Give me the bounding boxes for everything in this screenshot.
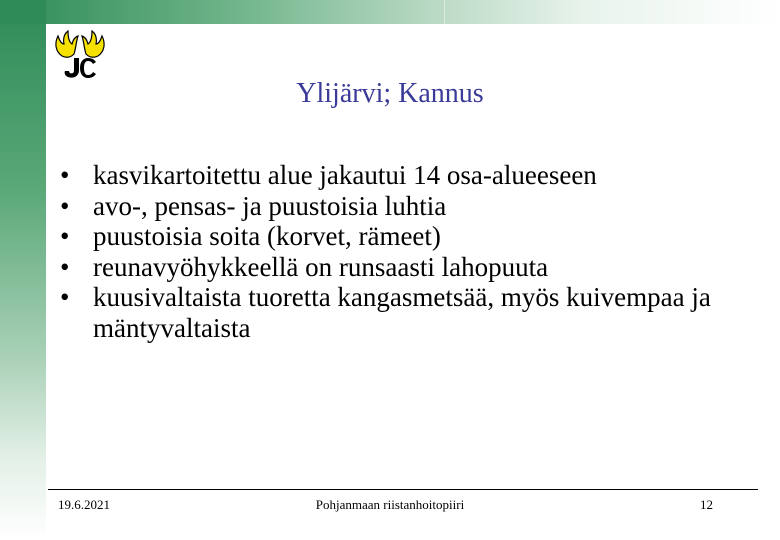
footer-organization-text: Pohjanmaan riistanhoitopiiri bbox=[315, 497, 465, 512]
slide-title bbox=[0, 78, 780, 110]
bullet-text: kuusivaltaista tuoretta kangasmetsää, myös kuivempaa ja mäntyvaltaista bbox=[93, 282, 711, 343]
top-divider-line bbox=[444, 0, 445, 24]
slide-title-text: Ylijärvi; Kannus bbox=[296, 78, 484, 109]
bullet-item bbox=[60, 252, 720, 283]
bullet-glyph: • bbox=[60, 282, 70, 312]
bullet-glyph: • bbox=[60, 160, 70, 190]
bullet-text: avo-, pensas- ja puustoisia luhtia bbox=[93, 190, 447, 221]
bullet-text: kasvikartoitettu alue jakautui 14 osa-alueeseen bbox=[93, 160, 597, 190]
footer-organization bbox=[0, 497, 780, 513]
corner-fill bbox=[0, 0, 46, 24]
bullet-item bbox=[60, 160, 720, 191]
top-gradient-band bbox=[0, 0, 780, 24]
bullet-glyph: • bbox=[60, 221, 70, 251]
footer-date: 19.6.2021 bbox=[58, 497, 110, 512]
bullet-item bbox=[60, 191, 720, 222]
footer-divider bbox=[48, 489, 758, 490]
bullet-item bbox=[60, 282, 720, 343]
bullet-text: puustoisia soita (korvet, rämeet) bbox=[93, 221, 441, 251]
jc-antler-logo-icon bbox=[52, 30, 108, 80]
bullet-item bbox=[60, 221, 720, 252]
bullet-list bbox=[60, 160, 720, 343]
bullet-glyph: • bbox=[60, 251, 70, 282]
footer-page-number: 12 bbox=[700, 497, 713, 512]
bullet-glyph: • bbox=[60, 190, 70, 221]
bullet-text: reunavyöhykkeellä on runsaasti lahopuuta bbox=[93, 251, 549, 282]
